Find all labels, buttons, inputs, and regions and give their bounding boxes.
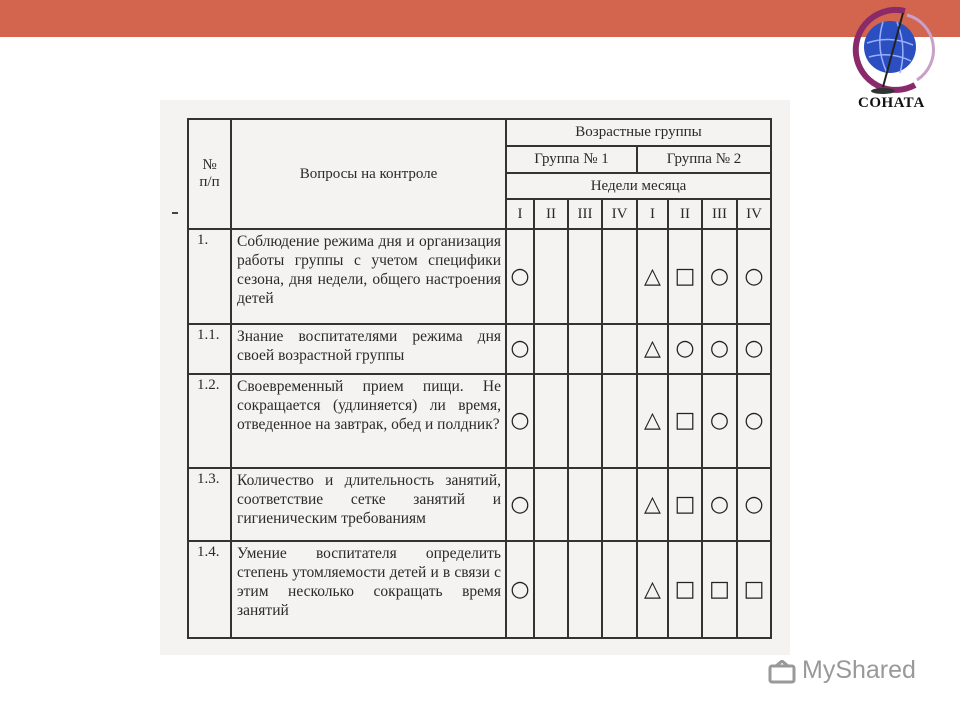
mark-cell — [668, 541, 702, 638]
header-weeks: Недели месяца — [506, 173, 771, 199]
row-question: Своевременный прием пищи. Не сокращается (удлиняется) ли время, отведенное на завтрак, обед и полдник? — [231, 374, 506, 468]
circle-icon: ○ — [709, 408, 730, 433]
circle-icon: ○ — [709, 491, 730, 517]
square-icon: □ — [674, 263, 696, 289]
header-group-1: Группа № 1 — [506, 146, 637, 173]
mark-cell — [506, 541, 534, 638]
mark-cell — [668, 229, 702, 324]
week-label: III — [568, 199, 602, 229]
mark-cell — [602, 229, 637, 324]
mark-cell — [534, 541, 568, 638]
mark-cell — [702, 468, 737, 541]
logo-text: СОНАТА — [858, 95, 925, 111]
margin-dash — [172, 212, 178, 214]
triangle-icon: △ — [644, 576, 661, 602]
week-label: II — [668, 199, 702, 229]
control-table — [187, 118, 772, 639]
circle-icon: ○ — [510, 408, 530, 433]
mark-cell — [568, 229, 602, 324]
mark-cell — [702, 541, 737, 638]
table-row — [188, 541, 771, 638]
header-num: № п/п — [188, 119, 231, 229]
square-icon: □ — [709, 576, 730, 602]
week-label: II — [534, 199, 568, 229]
circle-icon: ○ — [744, 263, 764, 289]
mark-cell — [668, 374, 702, 468]
row-number: 1. — [188, 229, 231, 324]
row-question: Соблюдение режима дня и организация работы группы с учетом специфики сезона, дня недели, общего настроения детей — [231, 229, 506, 324]
square-icon: □ — [674, 491, 696, 517]
mark-cell — [568, 324, 602, 374]
mark-cell — [534, 324, 568, 374]
circle-icon: ○ — [709, 263, 730, 289]
triangle-icon: △ — [644, 336, 661, 361]
mark-cell — [637, 468, 668, 541]
square-icon: □ — [674, 576, 696, 602]
mark-cell — [737, 374, 771, 468]
week-label: I — [637, 199, 668, 229]
mark-cell — [737, 468, 771, 541]
mark-cell — [602, 541, 637, 638]
mark-cell — [506, 229, 534, 324]
row-number: 1.1. — [188, 324, 231, 374]
row-question: Знание воспитателями режима дня своей возрастной группы — [231, 324, 506, 374]
table-row — [188, 468, 771, 541]
top-banner — [0, 0, 960, 37]
mark-cell — [668, 324, 702, 374]
mark-cell — [568, 468, 602, 541]
square-icon: □ — [743, 576, 765, 602]
table-row — [188, 324, 771, 374]
circle-icon: ○ — [675, 336, 695, 361]
row-question: Умение воспитателя определить степень утомляемости детей и в связи с этим несколько сокращать время занятий — [231, 541, 506, 638]
triangle-icon: △ — [644, 263, 661, 289]
mark-cell — [637, 229, 668, 324]
circle-icon: ○ — [744, 336, 764, 361]
circle-icon: ○ — [510, 263, 530, 289]
triangle-icon: △ — [644, 408, 661, 433]
mark-cell — [737, 229, 771, 324]
mark-cell — [737, 324, 771, 374]
mark-cell — [506, 374, 534, 468]
square-icon: □ — [674, 408, 696, 433]
week-label: IV — [737, 199, 771, 229]
mark-cell — [702, 374, 737, 468]
myshared-watermark: MyShared — [802, 656, 916, 684]
circle-icon: ○ — [709, 336, 730, 361]
header-age-groups: Возрастные группы — [506, 119, 771, 146]
row-number: 1.3. — [188, 468, 231, 541]
circle-icon: ○ — [510, 576, 530, 602]
table-row — [188, 374, 771, 468]
header-questions: Вопросы на контроле — [231, 119, 506, 229]
mark-cell — [637, 374, 668, 468]
week-label: IV — [602, 199, 637, 229]
table-row — [188, 229, 771, 324]
mark-cell — [568, 374, 602, 468]
mark-cell — [506, 468, 534, 541]
mark-cell — [534, 374, 568, 468]
circle-icon: ○ — [510, 336, 530, 361]
week-label: I — [506, 199, 534, 229]
mark-cell — [534, 468, 568, 541]
row-question: Количество и длительность занятий, соответствие сетке занятий и гигиеническим требованиям — [231, 468, 506, 541]
week-label: III — [702, 199, 737, 229]
header-group-2: Группа № 2 — [637, 146, 771, 173]
myshared-icon — [768, 660, 796, 686]
mark-cell — [702, 324, 737, 374]
mark-cell — [702, 229, 737, 324]
mark-cell — [637, 324, 668, 374]
mark-cell — [506, 324, 534, 374]
row-number: 1.2. — [188, 374, 231, 468]
mark-cell — [668, 468, 702, 541]
mark-cell — [637, 541, 668, 638]
circle-icon: ○ — [744, 491, 764, 517]
mark-cell — [737, 541, 771, 638]
row-number: 1.4. — [188, 541, 231, 638]
triangle-icon: △ — [644, 491, 661, 517]
mark-cell — [602, 468, 637, 541]
mark-cell — [602, 324, 637, 374]
mark-cell — [534, 229, 568, 324]
mark-cell — [602, 374, 637, 468]
mark-cell — [568, 541, 602, 638]
circle-icon: ○ — [510, 491, 530, 517]
circle-icon: ○ — [744, 408, 764, 433]
